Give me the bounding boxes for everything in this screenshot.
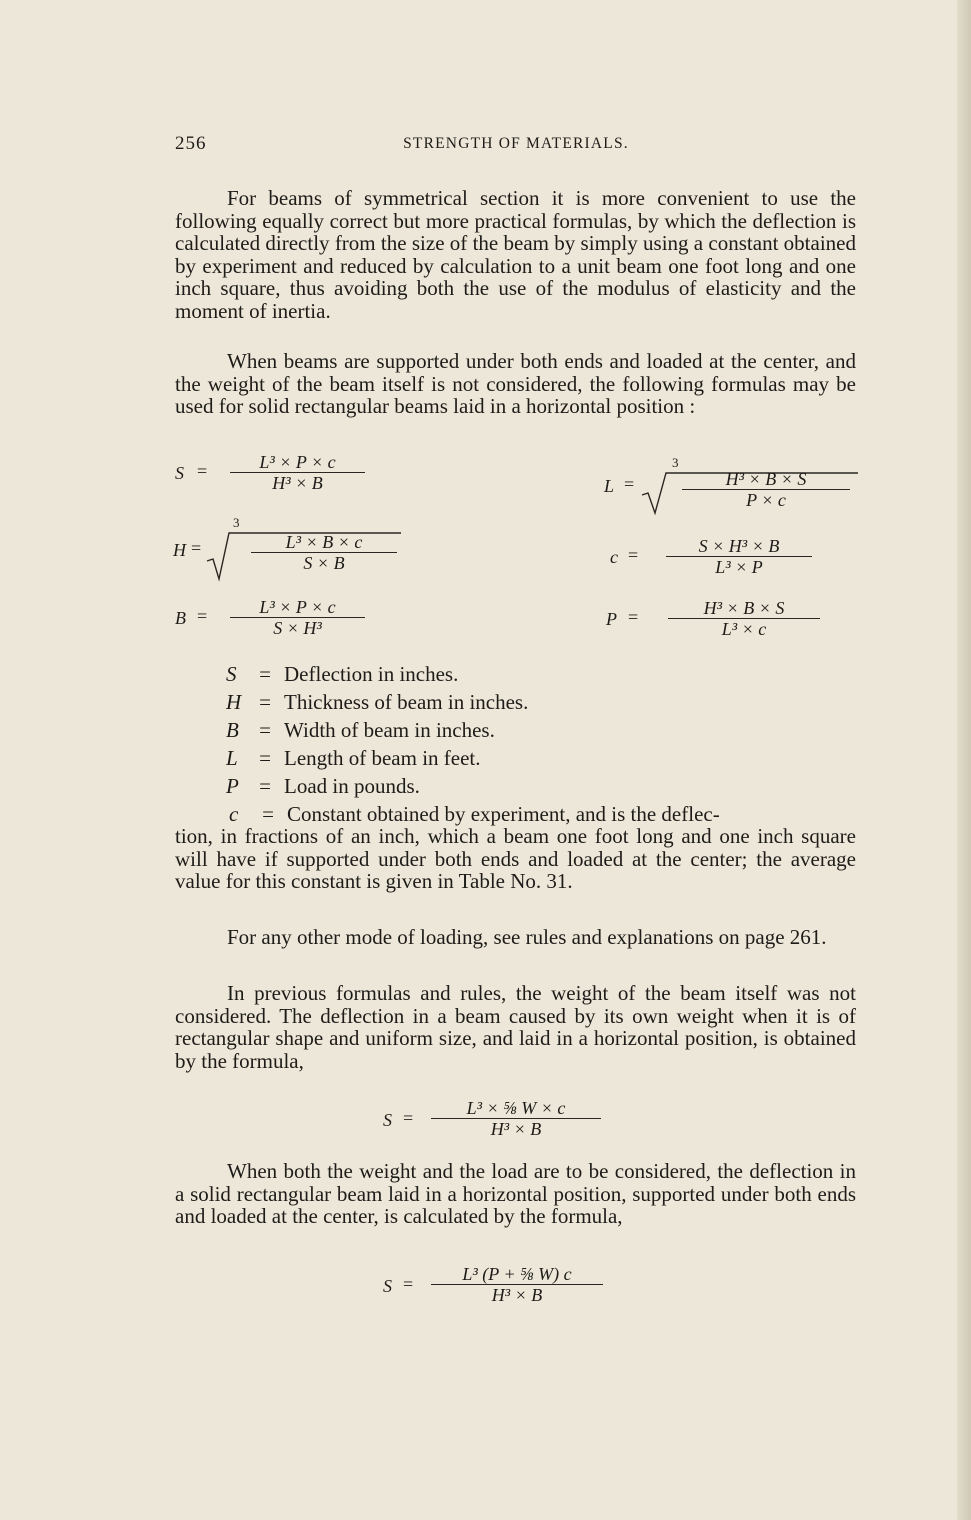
fraction: $\frac{\text{L³ × P × c}}{\text{H³ × B}}$ [230,452,365,493]
definition-l: L = Length of beam in feet. [226,746,481,770]
fraction: $\frac{\text{L³ (P + ⅝ W) c}}{\text{H³ × B}}$ [431,1264,603,1305]
formula-length: L = 3 $\frac{\text{H³ × B × S}}{P \times c}$ [604,453,854,521]
paragraph-other-loading: For any other mode of loading, see rules and explanations on page 261. [227,925,827,949]
running-title: STRENGTH OF MATERIALS. [403,135,629,152]
page-edge [957,0,971,1520]
formula-thickness: H = 3 $\frac{\text{L³ × B × c}}{S \times B}$ [173,513,403,581]
formula-own-weight: S = $\frac{\text{L³ × ⅝ W × c}}{\text{H³ × B}}$ [383,1098,613,1144]
formula-load: P = $\frac{\text{H³ × B × S}}{\text{L³ × c}}$ [606,598,826,644]
fraction: $\frac{\text{L³ × ⅝ W × c}}{\text{H³ × B}}$ [431,1098,601,1139]
definition-s: S = Deflection in inches. [226,662,459,686]
formula-width: B = $\frac{\text{L³ × P × c}}{\text{S × H³}}$ [175,597,385,643]
formula-deflection: S = $\frac{\text{L³ × P × c}}{\text{H³ × B}}$ [175,452,385,498]
fraction: $\frac{\text{H³ × B × S}}{P \times c}$ [682,469,850,510]
paragraph-constant: tion, in fractions of an inch, which a beam one foot long and one inch square will have if supported under both ends and loaded at the center; the average value for this constant is given in Table No. 31. [175,824,856,894]
definition-p: P = Load in pounds. [226,774,420,798]
definition-c: c = Constant obtained by experiment, and is the deflec- [229,802,720,826]
definition-b: B = Width of beam in inches. [226,718,495,742]
paragraph-own-weight: In previous formulas and rules, the weight of the beam itself was not considered. The deflection in a beam caused by its own weight when it is of rectangular shape and uniform size, and laid in a horizontal position, is obtained by the formula, [175,981,856,1073]
definition-h: H = Thickness of beam in inches. [226,690,529,714]
fraction: $\frac{\text{L³ × B × c}}{S \times B}$ [251,532,397,573]
page-header [175,133,857,159]
paragraph-intro: For beams of symmetrical section it is more convenient to use the following equally correct but more practical formulas, by which the deflection is calculated directly from the size of the beam by simply using a constant obtained by experiment and reduced by calculation to a unit beam one foot long and one inch square, thus avoiding both the use of the modulus of elasticity and the moment of inertia. [175,186,856,323]
page-number: 256 [175,133,207,154]
fraction: $\frac{\text{L³ × P × c}}{\text{S × H³}}$ [230,597,365,638]
paragraph-weight-and-load: When both the weight and the load are to be considered, the deflection in a solid rectangular beam laid in a horizontal position, supported under both ends and loaded at the center, is calculated by the formula, [175,1159,856,1229]
paragraph-loading: When beams are supported under both ends and loaded at the center, and the weight of the beam itself is not considered, the following formulas may be used for solid rectangular beams laid in a horizontal position : [175,349,856,419]
fraction: $\frac{\text{H³ × B × S}}{\text{L³ × c}}$ [668,598,820,639]
formula-constant: c = $\frac{\text{S × H³ × B}}{\text{L³ × P}}$ [608,536,818,582]
fraction: $\frac{\text{S × H³ × B}}{\text{L³ × P}}$ [666,536,812,577]
formula-weight-and-load: S = $\frac{\text{L³ (P + ⅝ W) c}}{\text{H³ × B}}$ [383,1264,613,1310]
